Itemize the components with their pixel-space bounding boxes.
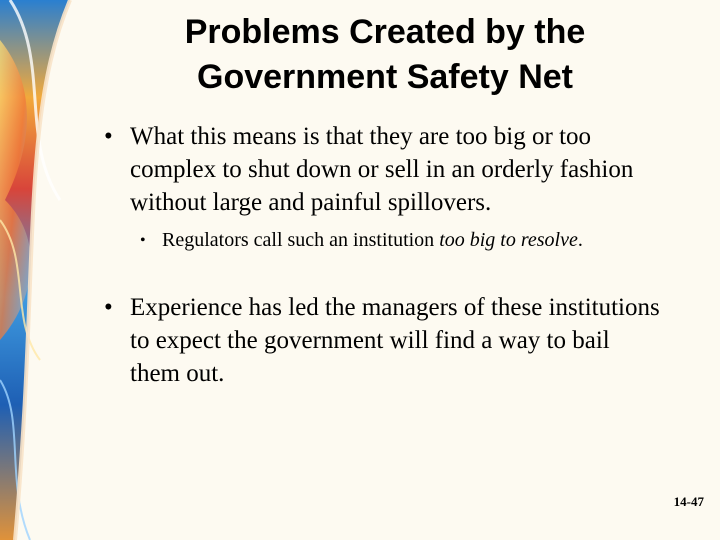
bullet-text-1: What this means is that they are too big or too complex to shut down or sell in an orderly fashion without large and painful spillovers. xyxy=(130,123,634,216)
bullet-glyph: • xyxy=(104,123,113,150)
sub-bullet-glyph: • xyxy=(140,232,146,249)
bullet-text-2: Experience has led the managers of these institutions to expect the government will find a way to bail them out. xyxy=(130,294,660,387)
bullet-item-1 xyxy=(104,120,664,219)
sub-bullet-text xyxy=(140,226,620,255)
bullet-item-2 xyxy=(104,291,664,390)
slide-title xyxy=(95,10,675,100)
sub-bullet-prefix: Regulators call such an institution xyxy=(162,229,440,251)
bullet-glyph: • xyxy=(104,294,113,321)
slide-title-line-2: Government Safety Net xyxy=(197,58,573,96)
slide-number: 14-47 xyxy=(673,494,704,509)
sub-bullet-suffix: . xyxy=(577,229,583,251)
sub-bullet-item xyxy=(140,226,620,255)
slide-title-line-1: Problems Created by the xyxy=(184,13,586,51)
sub-bullet-emphasis: too big to resolve xyxy=(439,229,578,251)
